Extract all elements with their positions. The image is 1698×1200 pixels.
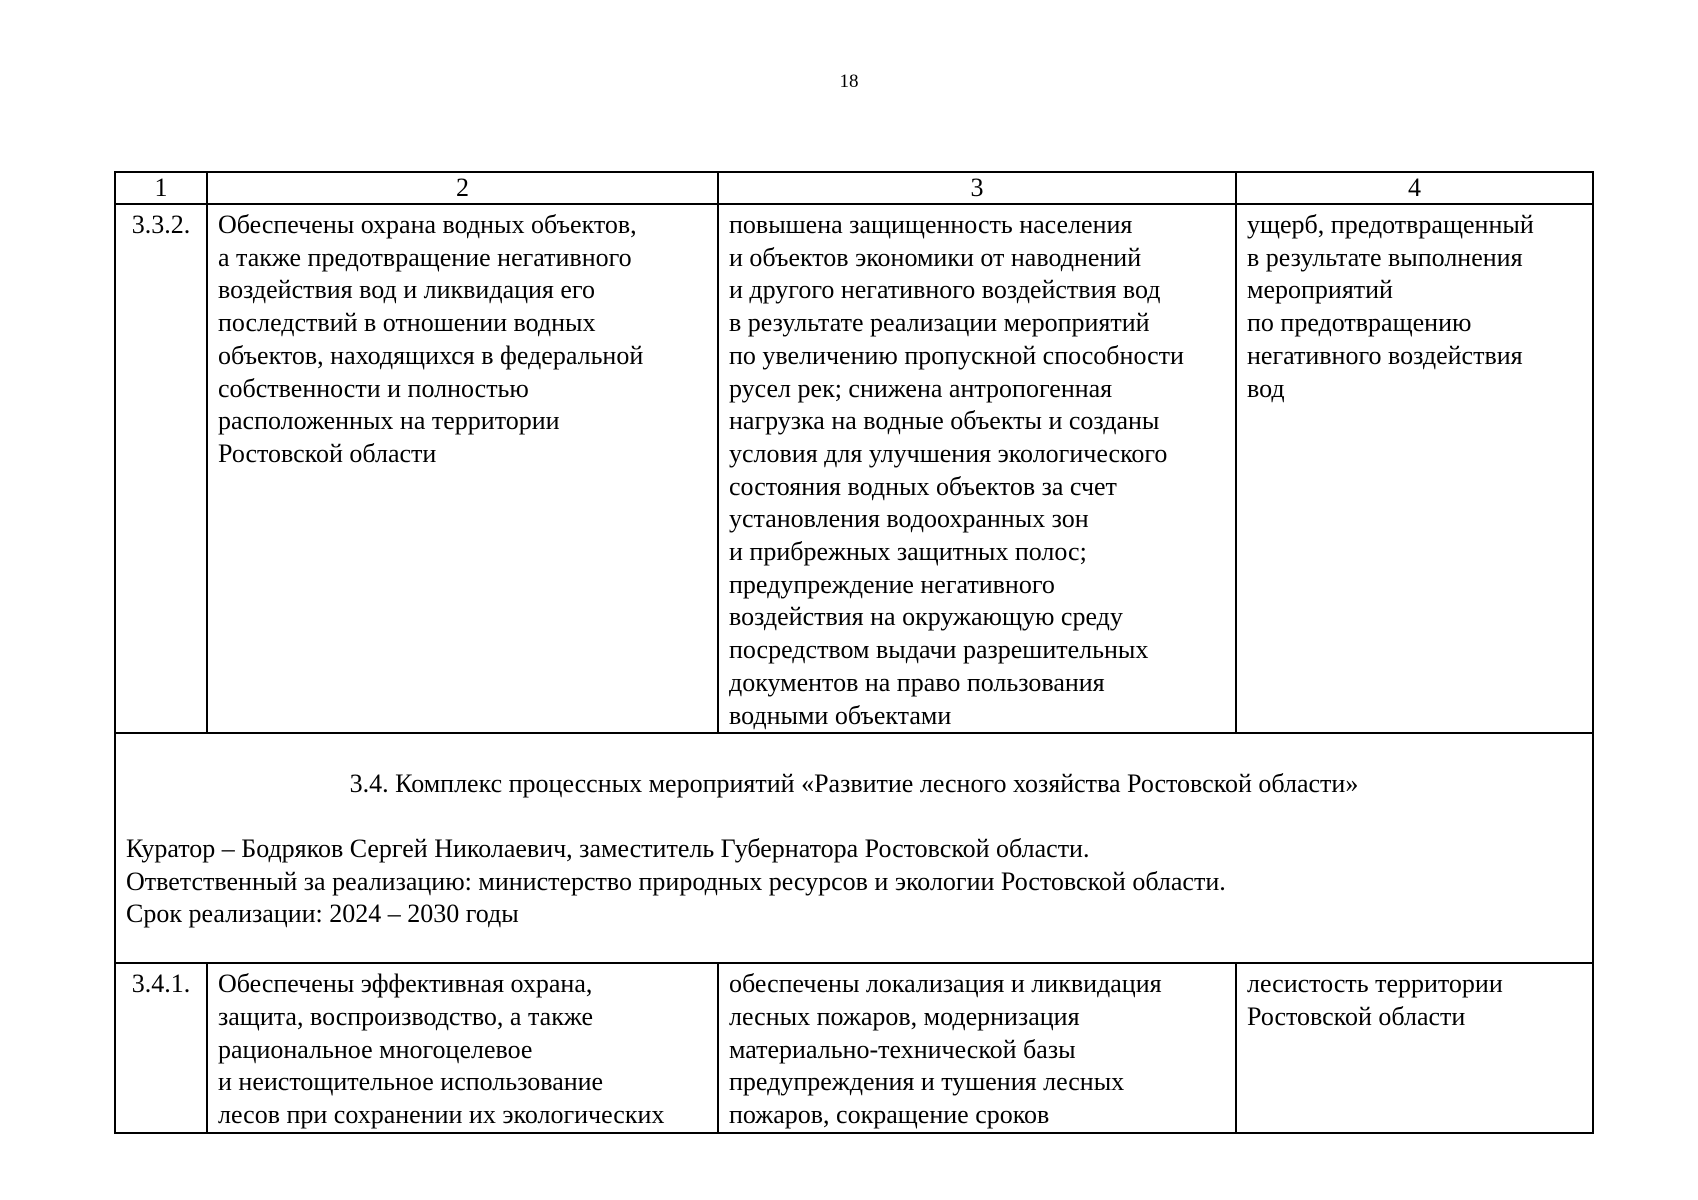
text-line: в результате реализации мероприятий xyxy=(729,308,1150,338)
text-line: в результате выполнения xyxy=(1247,242,1523,272)
text-line: воздействия вод и ликвидация его xyxy=(218,275,595,305)
column-header-2: 2 xyxy=(207,172,718,204)
task-cell xyxy=(207,963,718,1133)
section-curator: Куратор – Бодряков Сергей Николаевич, заместитель Губернатора Ростовской области. xyxy=(126,833,1090,863)
text-line: Ростовской области xyxy=(1247,1001,1466,1031)
text-line: предупреждение негативного xyxy=(729,569,1055,599)
section-term: Срок реализации: 2024 – 2030 годы xyxy=(126,899,519,929)
text-line: и объектов экономики от наводнений xyxy=(729,242,1142,272)
text-line: состояния водных объектов за счет xyxy=(729,471,1117,501)
row-number: 3.4.1. xyxy=(115,963,207,1133)
column-header-3: 3 xyxy=(718,172,1236,204)
text-line: по предотвращению xyxy=(1247,308,1472,338)
text-line: последствий в отношении водных xyxy=(218,308,596,338)
text-line: по увеличению пропускной способности xyxy=(729,340,1184,370)
text-line: лесистость территории xyxy=(1247,969,1503,999)
text-line: и прибрежных защитных полос; xyxy=(729,537,1087,567)
text-line: материально-технической базы xyxy=(729,1034,1076,1064)
row-number: 3.3.2. xyxy=(115,204,207,733)
text-line: документов на право пользования xyxy=(729,667,1105,697)
table-row xyxy=(115,204,1593,733)
text-line: лесов при сохранении их экологических xyxy=(218,1100,665,1130)
text-line: и другого негативного воздействия вод xyxy=(729,275,1161,305)
text-line: собственности и полностью xyxy=(218,373,529,403)
table-header-row xyxy=(115,172,1593,204)
text-line: лесных пожаров, модернизация xyxy=(729,1001,1080,1031)
indicator-cell xyxy=(1236,204,1593,733)
text-line: защита, воспроизводство, а также xyxy=(218,1001,593,1031)
text-line: вод xyxy=(1247,373,1285,403)
text-line: пожаров, сокращение сроков xyxy=(729,1100,1050,1130)
text-line: а также предотвращение негативного xyxy=(218,242,632,272)
text-line: ущерб, предотвращенный xyxy=(1247,210,1534,239)
column-header-1: 1 xyxy=(115,172,207,204)
text-line: рациональное многоцелевое xyxy=(218,1034,533,1064)
description-cell xyxy=(718,963,1236,1133)
text-line: повышена защищенность населения xyxy=(729,210,1133,239)
column-header-4: 4 xyxy=(1236,172,1593,204)
text-line: предупреждения и тушения лесных xyxy=(729,1067,1125,1097)
section-responsible: Ответственный за реализацию: министерство природных ресурсов и экологии Ростовской области. xyxy=(126,866,1226,896)
text-line: посредством выдачи разрешительных xyxy=(729,635,1149,665)
text-line: расположенных на территории xyxy=(218,406,560,436)
description-cell xyxy=(718,204,1236,733)
text-line: обеспечены локализация и ликвидация xyxy=(729,969,1162,999)
text-line: воздействия на окружающую среду xyxy=(729,602,1123,632)
text-line: условия для улучшения экологического xyxy=(729,438,1168,468)
text-line: и неистощительное использование xyxy=(218,1067,604,1097)
section-title: 3.4. Комплекс процессных мероприятий «Развитие лесного хозяйства Ростовской области» xyxy=(349,769,1359,799)
text-line: нагрузка на водные объекты и созданы xyxy=(729,406,1160,436)
section-cell xyxy=(115,733,1593,963)
text-line: водными объектами xyxy=(729,700,952,730)
text-line: объектов, находящихся в федеральной xyxy=(218,340,644,370)
section-row xyxy=(115,733,1593,963)
text-line: негативного воздействия xyxy=(1247,340,1523,370)
text-line: мероприятий xyxy=(1247,275,1393,305)
task-cell xyxy=(207,204,718,733)
page-number: 18 xyxy=(839,71,859,92)
indicator-cell xyxy=(1236,963,1593,1133)
text-line: Обеспечены охрана водных объектов, xyxy=(218,210,637,239)
text-line: Обеспечены эффективная охрана, xyxy=(218,969,593,999)
measures-table xyxy=(114,171,1594,1134)
text-line: установления водоохранных зон xyxy=(729,504,1089,534)
text-line: Ростовской области xyxy=(218,438,437,468)
table-row xyxy=(115,963,1593,1133)
text-line: русел рек; снижена антропогенная xyxy=(729,373,1113,403)
